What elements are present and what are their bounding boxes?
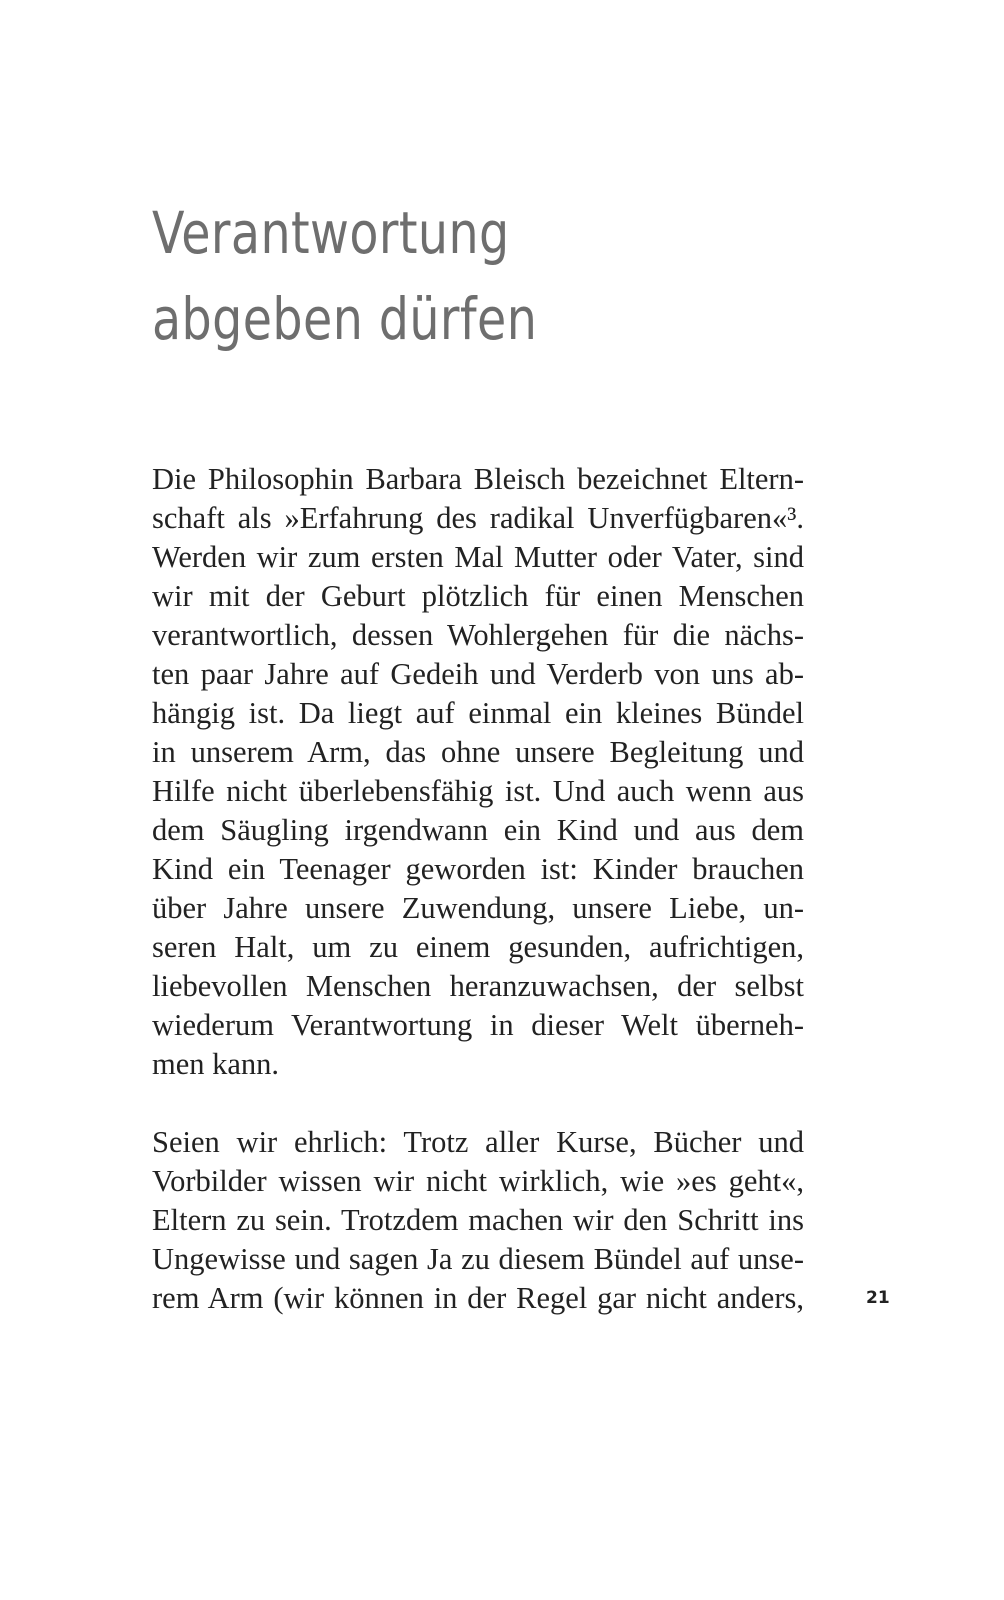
text-line: wir mit der Geburt plötzlich für einen Menschen [152,579,804,613]
text-line: seren Halt, um zu einem gesunden, aufrichtigen, [152,930,804,964]
text-line: Vorbilder wissen wir nicht wirklich, wie »es geht«, [152,1164,804,1198]
body-text [152,460,804,1318]
text-line: Die Philosophin Barbara Bleisch bezeichnet Eltern- [152,462,804,496]
text-line: Ungewisse und sagen Ja zu diesem Bündel auf unse- [152,1242,804,1276]
text-line: verantwortlich, dessen Wohlergehen für die nächs- [152,618,804,652]
paragraph [152,460,804,1084]
text-line: in unserem Arm, das ohne unsere Begleitung und [152,735,804,769]
chapter-title-line: abgeben dürfen [152,285,538,353]
text-line: Eltern zu sein. Trotzdem machen wir den Schritt ins [152,1203,804,1237]
text-line: wiederum Verantwortung in dieser Welt überneh- [152,1008,804,1042]
text-line: rem Arm (wir können in der Regel gar nicht anders, [152,1281,804,1315]
text-line: liebevollen Menschen heranzuwachsen, der selbst [152,969,804,1003]
chapter-title [152,190,726,362]
text-line: Kind ein Teenager geworden ist: Kinder brauchen [152,852,804,886]
text-line: schaft als »Erfahrung des radikal Unverfügbaren«³. [152,501,804,535]
text-line: men kann. [152,1047,280,1081]
text-line: hängig ist. Da liegt auf einmal ein kleines Bündel [152,696,804,730]
text-line: ten paar Jahre auf Gedeih und Verderb von uns ab- [152,657,804,691]
page-number: 21 [866,1288,890,1308]
text-line: Hilfe nicht überlebensfähig ist. Und auch wenn aus [152,774,804,808]
text-line: dem Säugling irgendwann ein Kind und aus dem [152,813,804,847]
text-line: Seien wir ehrlich: Trotz aller Kurse, Bücher und [152,1125,804,1159]
paragraph-gap [152,1084,804,1123]
chapter-title-line: Verantwortung [152,199,510,267]
paragraph [152,1123,804,1318]
text-line: Werden wir zum ersten Mal Mutter oder Vater, sind [152,540,804,574]
text-line: über Jahre unsere Zuwendung, unsere Liebe, un- [152,891,804,925]
